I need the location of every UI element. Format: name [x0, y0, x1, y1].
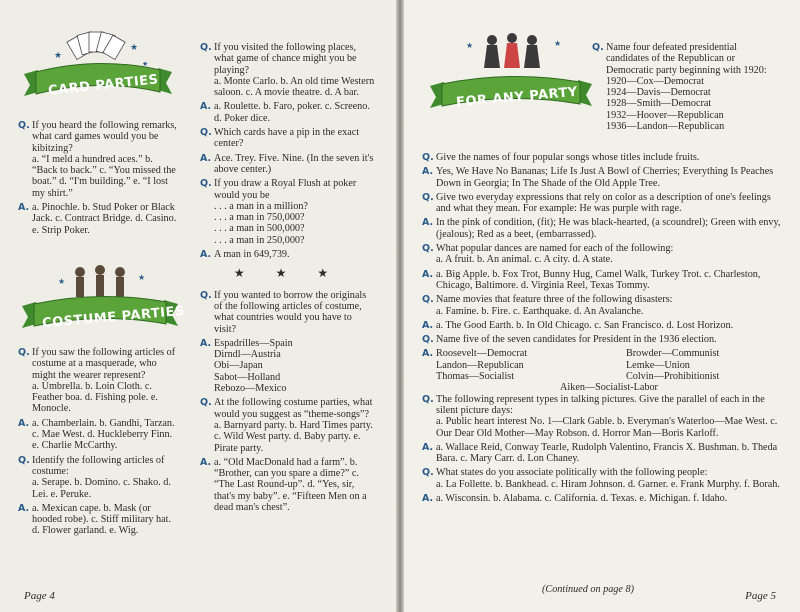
- qa-item: [422, 467, 782, 490]
- card-parties-title: CARD PARTIES: [47, 72, 160, 99]
- qa-text: Give two everyday expressions that rely on color as a description of one's feelings and what they mean. For example: He was purple with rage.: [436, 191, 771, 215]
- page-4: [0, 0, 396, 612]
- svg-text:★: ★: [466, 41, 474, 50]
- candidate-line: 1924—Davis—Democrat: [606, 87, 711, 99]
- qa-item: Q. Which cards have a pip in the exact center?: [200, 127, 360, 150]
- qa-item: [422, 294, 782, 317]
- qa-item: [422, 320, 782, 331]
- continued-note: (Continued on page 8): [542, 584, 634, 595]
- intro-qa: [592, 42, 772, 132]
- candidate-line: 1928—Smith—Democrat: [606, 98, 712, 110]
- qa-text: What popular dances are named for each of the following: a. A fruit. b. An animal. c. A city. d. A state.: [436, 243, 674, 266]
- candidate-line: 1936—Landon—Republican: [606, 121, 725, 133]
- qa-item: [422, 243, 782, 266]
- page-5: [404, 0, 800, 612]
- qa-item: [422, 269, 782, 292]
- qa-item: Q. If you wanted to borrow the originals of the following articles of costume, what countries would you have to visit?: [200, 289, 367, 335]
- answer-marker: A.: [422, 441, 434, 453]
- qa-item: A. Ace. Trey. Five. Nine. (In the seven it's above center.): [200, 152, 374, 175]
- answer-marker: A.: [422, 268, 434, 280]
- qa-item: A. a. Chamberlain. b. Gandhi, Tarzan. c. Mae West. d. Huckleberry Finn. e. Charlie McCarthy.: [18, 417, 175, 452]
- question-marker: Q.: [422, 191, 434, 203]
- question-marker: Q.: [422, 393, 434, 405]
- question-marker: Q.: [422, 152, 434, 163]
- qa-text: Yes, We Have No Bananas; Life Is Just A Bowl of Cherries; Everything Is Peaches Down in Georgia; In The Shade of the Old Apple Tree.: [436, 166, 774, 189]
- qa-item: A. a. Roulette. b. Faro, poker. c. Screeno. d. Poker dice.: [200, 101, 370, 124]
- qa-text: a. The Good Earth. b. In Old Chicago. c. San Francisco. d. Lost Horizon.: [436, 319, 734, 331]
- qa-text: a. Big Apple. b. Fox Trot, Bunny Hug, Camel Walk, Turkey Trot. c. Charleston, Chicago, Baltimore. d. Virginia Reel, Texas Tommy.: [436, 268, 761, 291]
- qa-item: Q. If you saw the following articles of costume at a masquerade, who might the wearer represent? a. Umbrella. b. Loin Cloth. c. Feather boa. d. Fishing pole. e. Monocle.: [18, 347, 176, 415]
- qa-text: In the pink of condition, (fit); He was black-hearted, (a scoundrel); Green with envy, (jealous); Red as a beet, (embarrassed).: [436, 217, 781, 240]
- qa-text: Name five of the seven candidates for President in the 1936 election.: [436, 334, 717, 346]
- costume-qa-column: [18, 347, 178, 540]
- svg-text:★: ★: [130, 42, 139, 52]
- qa-item: Q. If you visited the following places, what game of chance might you be playing? a. Monte Carlo. b. An old time Western saloon. c. A movie theatre. d. A bar.: [200, 42, 375, 99]
- qa-text: a. Wallace Reid, Conway Tearle, Rudolph Valentino, Francis X. Bushman. b. Theda Bara. c. Mary Carr. d. Lon Chaney.: [436, 441, 778, 465]
- candidate-last: Aiken—Socialist-Labor: [560, 382, 658, 394]
- qa-text: Give the names of four popular songs whose titles include fruits.: [436, 152, 700, 163]
- qa-item: Q. If you draw a Royal Flush at poker would you be . . . a man in a million? . . . a man in 750,000? . . . a man in 500,000? . . . a man in 250,000?: [200, 178, 357, 246]
- qa-item: Q. Name four defeated presidential candidates of the Republican or Democratic party beginning with 1920:: [592, 42, 767, 76]
- qa-item: Q. At the following costume parties, what would you suggest as “theme-songs”? a. Barnyard party. b. Hard Times party. c. Wild West party. d. Baby party. e. Pirate party.: [200, 397, 373, 454]
- candidate-cell: Thomas—Socialist: [436, 371, 515, 383]
- qa-text: Name movies that feature three of the following disasters: a. Famine. b. Fire. c. Earthquake. d. An Avalanche.: [436, 294, 673, 317]
- qa-item: [422, 442, 782, 465]
- section-divider-stars: ★ ★ ★: [233, 266, 343, 281]
- defeated-candidates-list: [592, 76, 772, 132]
- qa-text: a. Wisconsin. b. Alabama. c. California. d. Texas. e. Michigan. f. Idaho.: [436, 493, 728, 505]
- qa-item: [18, 120, 178, 199]
- qa-item: [422, 493, 782, 504]
- costume-parties-banner: [18, 262, 186, 342]
- qa-item: [18, 202, 178, 236]
- qa-item: A. Espadrilles—Spain Dirndl—Austria Obi—Japan Sabot—Holland Rebozo—Mexico: [200, 337, 293, 395]
- candidate-cell: Browder—Communist: [625, 348, 720, 360]
- qa-item: [422, 217, 782, 240]
- question-marker: Q.: [422, 243, 434, 255]
- qa-text: a. Pinochle. b. Stud Poker or Black Jack. c. Contract Bridge. d. Casino. e. Strip Poker.: [32, 202, 177, 236]
- qa-item: [422, 152, 782, 163]
- qa-text: The following represent types in talking pictures. Give the parallel of each in the silent picture days: a. Public heart interest No. 1—Clark Gable. b. Everyman's Waterloo—Mae West. c. Our Dear Old Mother—May Robson. d. Horror Man—Boris Karloff.: [436, 393, 778, 439]
- answer-marker: A.: [422, 166, 434, 178]
- qa-item: [422, 192, 782, 215]
- qa-item: [422, 166, 782, 189]
- qa-item: A. A man in 649,739.: [200, 249, 290, 261]
- for-any-party-banner: [426, 28, 596, 118]
- candidate-cell: Landon—Republican: [436, 359, 524, 371]
- candidates-table: [436, 348, 776, 382]
- question-marker: Q.: [422, 467, 434, 479]
- answer-marker: A.: [422, 493, 434, 505]
- question-marker: Q.: [422, 334, 434, 346]
- svg-text:★: ★: [554, 39, 562, 48]
- answer-marker: A.: [18, 202, 30, 214]
- card-qa-column: [18, 120, 178, 239]
- qa-item: A. a. Mexican cape. b. Mask (or hooded robe). c. Stiff military hat. d. Flower garland. e. Wig.: [18, 502, 172, 537]
- candidate-cell: Lemke—Union: [625, 359, 690, 371]
- candidates-answer: A. Roosevelt—Democrat Browder—Communist Landon—Republican Lemke—Union Thomas—Socialist Colvin—Prohibitionist Aiken—Socialist-Labor: [422, 348, 782, 393]
- for-any-party-title: FOR ANY PARTY: [455, 84, 579, 111]
- qa-item: Q. Identify the following articles of costume: a. Serape. b. Domino. c. Shako. d. Lei. e. Peruke.: [18, 454, 171, 500]
- games-qa-column: [200, 42, 376, 516]
- svg-text:★: ★: [58, 277, 66, 286]
- qa-item: A. a. “Old MacDonald had a farm”. b. “Brother, can you spare a dime?” c. “The Last Round-up”. d. “Yes, sir, that's my baby”. e. “Fifteen Men on a dead man's chest”.: [200, 456, 367, 513]
- book-gutter: [396, 0, 404, 612]
- qa-text: If you heard the following remarks, what card games would you be kibitzing? a. “I meld a hundred aces.” b. “Back to back.” c. “You missed the boat.” d. “I'm building.” e. “I lost my shirt.”: [32, 120, 177, 199]
- svg-text:★: ★: [142, 60, 149, 68]
- playing-cards-icon: [18, 30, 178, 110]
- card-parties-banner: [18, 30, 178, 110]
- qa-item: [422, 394, 782, 439]
- candidate-cell: Roosevelt—Democrat: [436, 348, 528, 360]
- any-party-qa-column: [422, 152, 782, 507]
- answer-marker: A.: [422, 319, 434, 331]
- question-marker: Q.: [422, 294, 434, 306]
- candidate-line: 1920—Cox—Democrat: [606, 75, 704, 87]
- page-number: Page 4: [24, 590, 55, 602]
- candidate-cell: Colvin—Prohibitionist: [625, 371, 720, 383]
- qa-item: [422, 334, 782, 345]
- page-number: Page 5: [745, 590, 776, 602]
- qa-text: What states do you associate politically with the following people: a. La Follette. b. Bankhead. c. Hiram Johnson. d. Garner. e. Frank Murphy. f. Borah.: [436, 467, 780, 490]
- svg-text:★: ★: [138, 273, 146, 282]
- costume-parties-title: COSTUME PARTIES: [41, 303, 186, 332]
- svg-text:★: ★: [54, 50, 63, 60]
- candidate-line: 1932—Hoover—Republican: [606, 109, 724, 121]
- question-marker: Q.: [18, 120, 30, 131]
- answer-marker: A.: [422, 217, 434, 229]
